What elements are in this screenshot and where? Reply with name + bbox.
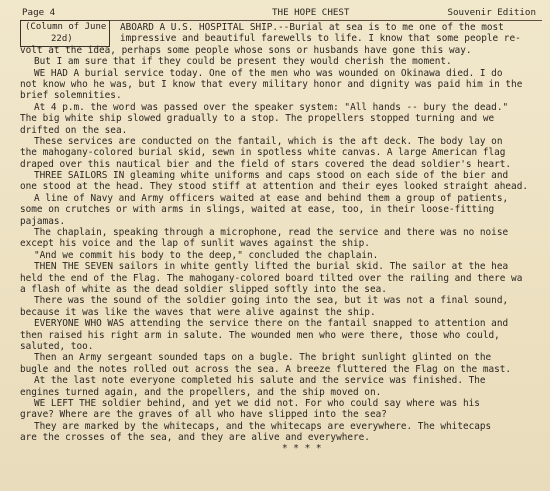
article-line: The big white ship slowed gradually to a stop. The propellers stopped turning and we (20, 113, 495, 125)
article-line: drifted on the sea. (20, 124, 128, 136)
article-line: grave? Where are the graves of all who have slipped into the sea? (20, 409, 387, 421)
article-line: "And we commit his body to the deep," concluded the chaplain. (34, 249, 379, 261)
article-line: volt at the idea, perhaps some people whose sons or husbands have gone this way. (20, 44, 472, 56)
edition-label: Souvenir Edition (447, 7, 536, 18)
article-line: THREE SAILORS IN gleaming white uniforms and caps stood on each side of the bier and (34, 170, 509, 182)
page-header (22, 6, 542, 21)
article-line: ABOARD A U.S. HOSPITAL SHIP.--Burial at sea is to me one of the most (120, 22, 504, 33)
column-date-line-2: 22d) (51, 33, 73, 44)
article-line: But I am sure that if they could be present they would cherish the moment. (34, 56, 452, 68)
article-line: saluted, too. (20, 340, 94, 352)
article-line: the mahogany-colored burial skid, sewn in spotless white canvas. A large American flag (20, 147, 506, 159)
article-line: EVERYONE WHO WAS attending the service there on the fantail snapped to attention and (34, 318, 509, 330)
article-line: engines turned again, and the propellers, and the ship moved on. (20, 386, 382, 398)
article-line: pajamas. (20, 215, 66, 227)
article-line: At 4 p.m. the word was passed over the speaker system: "All hands -- bury the dead." (34, 101, 509, 113)
article-line: At the last note everyone completed his salute and the service was finished. The (34, 375, 486, 387)
publication-title: THE HOPE CHEST (272, 7, 350, 18)
article-line: The chaplain, speaking through a microphone, read the service and there was no noise (34, 227, 509, 239)
page-number: Page 4 (22, 7, 56, 18)
article-line: WE HAD A burial service today. One of the men who was wounded on Okinawa died. I do (34, 67, 503, 79)
article-line: are the crosses of the sea, and they are alive and everywhere. (20, 432, 370, 444)
article-body (20, 22, 550, 455)
article-line: bugle and the notes rolled out across the sea. A breeze fluttered the Flag on the mast. (20, 363, 512, 375)
article-line: draped over this nautical bier and the field of stars covered the dead soldier's heart. (20, 158, 512, 170)
article-line: There was the sound of the soldier going into the sea, but it was not a final sound, (34, 295, 509, 307)
article-line: THEN THE SEVEN sailors in white gently lifted the burial skid. The sailor at the hea (34, 261, 509, 273)
end-mark: * * * * (282, 443, 322, 455)
article-line: impressive and beautiful farewells to life. I know that some people re- (120, 33, 521, 45)
article-line: except his voice and the lap of sunlit waves against the ship. (20, 238, 370, 250)
article-line: some on crutches or with arms in slings, waited at ease, too, in their loose-fitting (20, 204, 495, 216)
article-line: WE LEFT THE soldier behind, and yet we did not. For who could say where was his (34, 397, 480, 409)
article-line: They are marked by the whitecaps, and the whitecaps are everywhere. The whitecaps (34, 420, 492, 432)
article-line: These services are conducted on the fantail, which is the aft deck. The body lay on (34, 135, 503, 147)
article-line: because it was like the waves that were alive against the ship. (20, 306, 376, 318)
article-line: then raised his right arm in salute. The wounded men who were there, those who could, (20, 329, 500, 341)
article-line: Then an Army sergeant sounded taps on a bugle. The bright sunlight glinted on the (34, 352, 492, 364)
article-line: brief solemnities. (20, 90, 122, 102)
column-date-line-1: (Column of June (25, 22, 107, 32)
article-line: a flash of white as the dead soldier slipped softly into the sea. (20, 283, 387, 295)
article-line: held the end of the Flag. The mahogany-colored board tilted over the railing and there wa (20, 272, 523, 284)
article-line: A line of Navy and Army officers waited at ease and behind them a group of patients, (34, 192, 509, 204)
article-line: one stood at the head. They stood stiff at attention and their eyes looked straight ahead. (20, 181, 528, 193)
article-line: not know who he was, but I know that every military honor and dignity was paid him in the (20, 78, 523, 90)
